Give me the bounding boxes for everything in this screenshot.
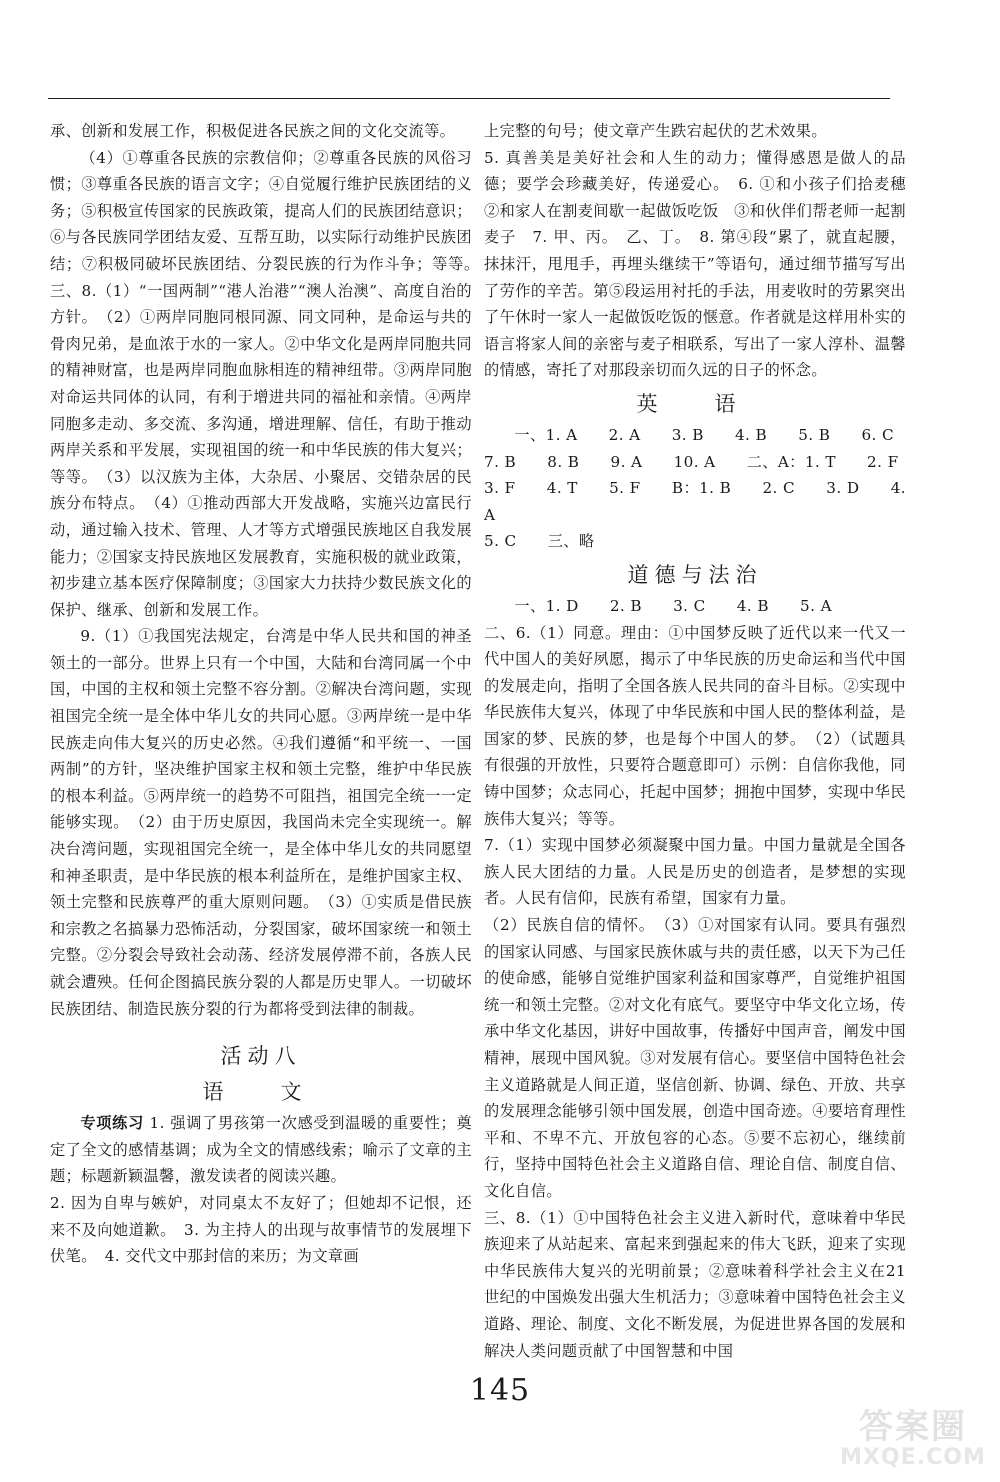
paragraph: 上完整的句号；使文章产生跌宕起伏的艺术效果。 [484,122,827,140]
paragraph: 2. 因为自卑与嫉妒，对同桌太不友好了；但她却不记恨，还来不及向她道歉。 3. 为主持人的出现与故事情节的发展埋下伏笔。 4. 交代文中那封信的来历；为文章画 [50,1193,472,1266]
morality-heading: 道德与法治 [627,562,763,587]
paragraph: 9.（1）①我国宪法规定，台湾是中华人民共和国的神圣领土的一部分。世界上只有一个中国，大陆和台湾同属一个中国，中国的主权和领土完整不容分割。②解决台湾问题，实现祖国完全统一是全体中华儿女的共同心愿。③两岸统一是中华民族走向伟大复兴的历史必然。④我们遵循“和平统一、一国两制”的方针，坚决维护国家主权和领土完整，维护中华民族的根本利益。⑤两岸统一的趋势不可阻挡，祖国完全统一一定能够实现。 （2）由于历史原因，我国尚未完全实现统一。解决台湾问题，实现祖国完全统一，是全体中华儿女的共同愿望和神圣职责，是中华民族的根本利益所在，是维护国家主权、领土完整和民族尊严的重大原则问题。 （3）①实质是借民族和宗教之名搞暴力恐怖活动，分裂国家，破坏国家统一和领土完整。②分裂会导致社会动荡、经济发展停滞不前，各族人民就会遭殃。任何企图搞民族分裂的人都是历史罪人。一切破坏民族团结、制造民族分裂的行为都将受到法律的制裁。 [50,627,472,1018]
special-practice-paragraph [50,1110,472,1190]
left-column [50,118,488,1270]
english-answers-line: 一、1. A 2. A 3. B 4. B 5. B 6. C [514,425,894,444]
watermark-sub: MXQE.COM [840,1445,986,1470]
paragraph: 5. 真善美是美好社会和人生的动力；懂得感恩是做人的品德；要学会珍藏美好，传递爱心。 6. ①和小孩子们拾麦穗 ②和家人在割麦间歇一起做饭吃饭 ③和伙伴们帮老师一起割麦子 7. 甲、丙。 乙、丁。 8. 第④段“累了，就直起腰，抹抹汗，甩甩手，再埋头继续干”等语句，通过细节描写写出了劳作的辛苦。第⑤段运用衬托的手法，用麦收时的劳累突出了午休时一家人一起做饭吃饭的惬意。作者就是这样用朴实的语言将家人间的亲密与麦子相联系，写出了一家人淳朴、温馨的情感，寄托了对那段亲切而久远的日子的怀念。 [484,148,922,380]
right-column [484,118,922,1364]
paragraph: 二、6.（1）同意。理由：①中国梦反映了近代以来一代又一代中国人的美好夙愿，揭示了中华民族的历史命运和当代中国的发展走向，指明了全国各族人民共同的奋斗目标。②实现中华民族伟大复兴，体现了中华民族和中国人民的整体利益，是国家的梦、民族的梦，也是每个中国人的梦。 （2）（试题具有很强的开放性，只要符合题意即可）示例：自信你我他，同铸中国梦；众志同心，托起中国梦；拥抱中国梦，实现中华民族伟大复兴；等等。 [484,623,906,828]
watermark-logo [838,1404,988,1474]
english-answers-line: 3. F 4. T 5. F B：1. B 2. C 3. D 4. A [484,479,906,524]
page-number: 145 [469,1373,531,1408]
header-rule [48,98,890,99]
paragraph: 7.（1）实现中国梦必须凝聚中国力量。中国力量就是全国各族人民大团结的力量。人民是历史的创造者，是梦想的实现者。人民有信仰，民族有希望，国家有力量。 [484,836,906,908]
english-answers-line: 7. B 8. B 9. A 10. A 二、A：1. T 2. F [484,452,899,471]
paragraph: 承、创新和发展工作，积极促进各民族之间的文化交流等。 [50,122,456,140]
special-practice-label: 专项练习 [80,1114,144,1133]
paragraph: 三、8.（1）①中国特色社会主义进入新时代，意味着中华民族迎来了从站起来、富起来到强起来的伟大飞跃，迎来了实现中华民族伟大复兴的光明前景；②意味着科学社会主义在21世纪的中国焕发出强大生机活力；③意味着中国特色社会主义道路、理论、制度、文化不断发展，为促进世界各国的发展和解决人类问题贡献了中国智慧和中国 [484,1208,906,1360]
paragraph: （4）①尊重各民族的宗教信仰；②尊重各民族的风俗习惯；③尊重各民族的语言文字；④自觉履行维护民族团结的义务；⑤积极宣传国家的民族政策，提高人们的民族团结意识；⑥与各民族同学团结友爱、互帮互助，以实际行动维护民族团结；⑦积极同破坏民族团结、分裂民族的行为作斗争；等等。 三、8.（1）“一国两制”“港人治港”“澳人治澳”、高度自治的方针。 （2）①两岸同胞同根同源、同文同种，是命运与共的骨肉兄弟，是血浓于水的一家人。②中华文化是两岸同胞共同的精神财富，也是两岸同胞血脉相连的精神纽带。③两岸同胞对命运共同体的认同，有利于增进共同的福祉和亲情。④两岸同胞多走动、多交流、多沟通，增进理解、信任，有助于推动两岸关系和平发展，实现祖国的统一和中华民族的伟大复兴；等等。 （3）以汉族为主体，大杂居、小聚居、交错杂居的民族分布特点。 （4）①推动西部大开发战略，实施兴边富民行动，通过输入技术、管理、人才等方式增强民族地区自我发展能力；②国家支持民族地区发展教育，实施积极的就业政策，初步建立基本医疗保障制度；③国家大力扶持少数民族文化的保护、继承、创新和发展工作。 [50,148,488,619]
paragraph: （2）民族自信的情怀。 （3）①对国家有认同。要具有强烈的国家认同感、与国家民族休戚与共的责任感，以天下为己任的使命感，能够自觉维护国家利益和国家尊严，自觉维护祖国统一和领土完整。②对文化有底气。要坚守中华文化立场，传承中华文化基因，讲好中国故事，传播好中国声音，阐发中国精神，展现中国风貌。③对发展有信心。要坚信中国特色社会主义道路就是人间正道，坚信创新、协调、绿色、开放、共享的发展理念能够引领中国发展，创造中国奇迹。④要培育理性平和、不卑不亢、开放包容的心态。⑤要不忘初心，继续前行，坚持中国特色社会主义道路自信、理论自信、制度自信、文化自信。 [484,916,906,1200]
activity-heading: 活动八 [220,1044,302,1069]
english-heading: 英 语 [636,391,754,416]
paragraph-text: 1. 强调了男孩第一次感受到温暖的重要性；奠定了全文的感情基调；成为全文的情感线索；喻示了文章的主题；标题新颖温馨，激发读者的阅读兴趣。 [50,1114,472,1186]
watermark-main: 答案圈 [859,1407,967,1447]
english-answers-line: 5. C 三、略 [484,532,595,551]
morality-answers-line: 一、1. D 2. B 3. C 4. B 5. A [514,596,832,615]
chinese-heading: 语 文 [202,1080,320,1105]
